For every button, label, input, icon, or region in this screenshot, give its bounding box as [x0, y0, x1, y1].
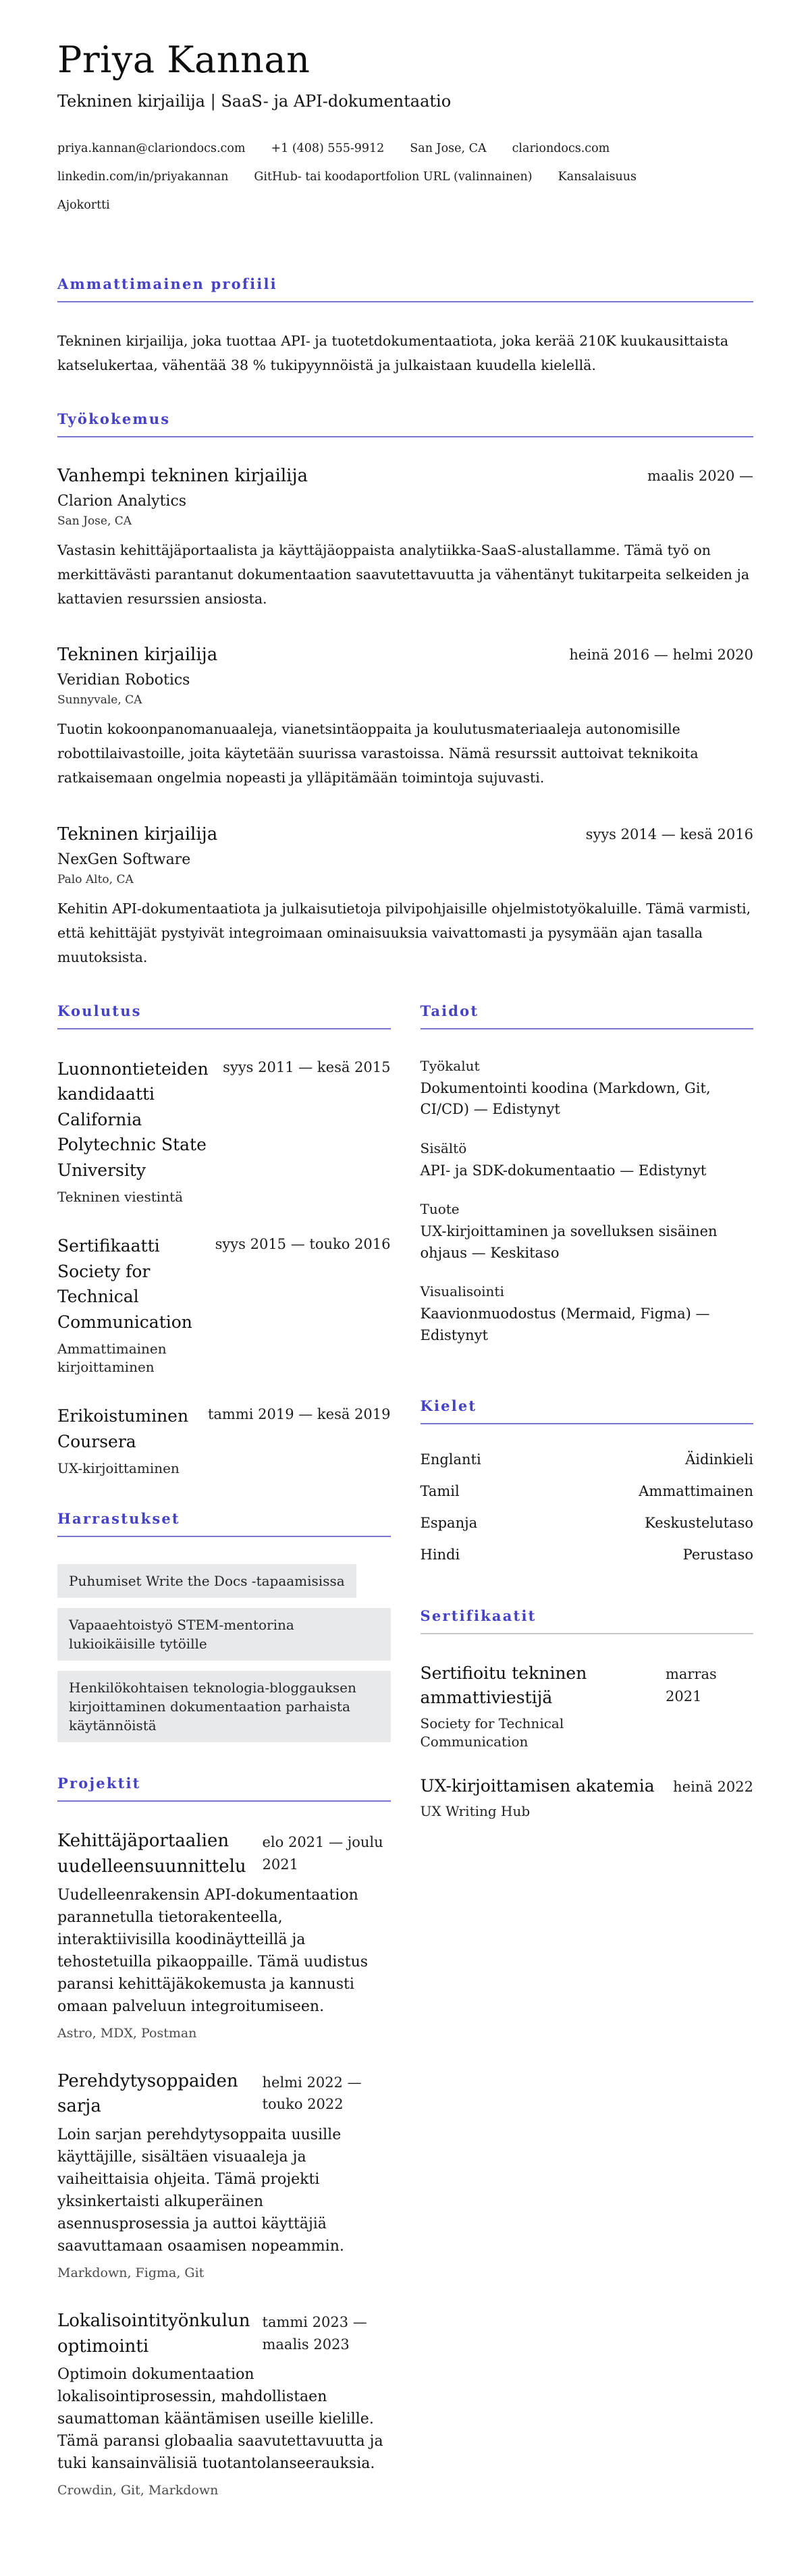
skill-group [421, 1139, 754, 1182]
education-degree: Sertifikaatti [57, 1236, 160, 1256]
education-entry [57, 1403, 391, 1478]
job-dates: syys 2014 — kesä 2016 [585, 826, 753, 843]
education-heading: Koulutus [57, 1002, 142, 1019]
hobby-chip: Henkilökohtaisen teknologia-bloggauksen kirjoittaminen dokumentaation parhaista käytännöistä [57, 1671, 391, 1742]
project-entry [57, 2309, 391, 2498]
job-dates: heinä 2016 — helmi 2020 [569, 647, 753, 664]
left-column [57, 970, 391, 2498]
section-projects [57, 1775, 391, 2498]
right-column [421, 970, 754, 1821]
education-field: UX-kirjoittaminen [57, 1460, 180, 1477]
section-divider [57, 301, 753, 302]
section-divider [421, 1028, 754, 1029]
project-title: Perehdytysoppaiden sarja [57, 2070, 238, 2117]
job-company: Veridian Robotics [57, 672, 190, 689]
certificate-entry [421, 1661, 754, 1751]
education-field: Ammattimainen kirjoittaminen [57, 1341, 167, 1376]
language-row [421, 1451, 754, 1468]
hobby-chip: Vapaaehtoistyö STEM-mentorina lukioikäisille tytöille [57, 1608, 391, 1661]
two-column-area [57, 970, 753, 2498]
profile-text: Tekninen kirjailija, joka tuottaa API- ja tuotetdokumentaatiota, joka kerää 210K kuukausittaista katselukertaa, vähentää 38 % tukipyynnöistä ja julkaistaan kuudella kielellä. [57, 333, 729, 373]
job-description: Tuotin kokoonpanomanuaaleja, vianetsintäoppaita ja koulutusmateriaaleja autonomisille robottilaivastoille, joita käytetään suurissa varastoissa. Nämä resurssit auttoivat teknikoita ratkaisemaan ongelmia nopeasti ja ylläpitämään toimintoja sujuvasti. [57, 721, 699, 786]
skill-category: Työkalut [420, 1057, 480, 1074]
project-description: Uudelleenrakensin API-dokumentaation parannetulla tietorakenteella, interaktiivisilla koodinäytteillä ja tehostetuilla pikaoppaille. Tämä uudistus paransi kehittäjäkokemusta ja kannusti omaan palveluun integroitumiseen. [57, 1886, 369, 2015]
skill-detail: API- ja SDK-dokumentaatio — Edistynyt [420, 1162, 707, 1179]
section-experience [57, 410, 753, 970]
project-description: Optimoin dokumentaation lokalisointiprosessin, mahdollistaen saumattoman kääntämisen useille kielille. Tämä paransi globaalia saavutettavuutta ja tuki kansainvälisiä tuotantolanseerauksia. [57, 2366, 383, 2473]
contact-block [57, 140, 753, 213]
job-description: Vastasin kehittäjäportaalista ja käyttäjäoppaista analytiikka-SaaS-alustallamme. Tämä työ on merkittävästi parantanut dokumentaation saavutettavuutta ja vähentänyt tukitarpeita selkeiden ja kattavien resurssien ansiosta. [57, 541, 750, 607]
job-company: NexGen Software [57, 851, 191, 869]
job-dates: maalis 2020 — [647, 467, 753, 484]
section-skills [421, 1002, 754, 1347]
experience-heading: Työkokemus [57, 410, 171, 427]
certificate-dates: marras 2021 [666, 1666, 717, 1705]
project-entry [57, 1829, 391, 2040]
education-entry [57, 1233, 391, 1376]
job-location: San Jose, CA [57, 514, 132, 528]
language-row [421, 1483, 754, 1499]
education-dates: tammi 2019 — kesä 2019 [207, 1406, 391, 1423]
language-row [421, 1547, 754, 1563]
contact-phone: +1 (408) 555-9912 [271, 142, 385, 156]
education-entry [57, 1056, 391, 1207]
candidate-tagline: Tekninen kirjailija | SaaS- ja API-dokumentaatio [57, 92, 452, 111]
language-name: Tamil [420, 1483, 460, 1500]
job-title: Tekninen kirjailija [57, 824, 218, 845]
education-field: Tekninen viestintä [57, 1189, 184, 1206]
education-school: Society for Technical Communication [57, 1261, 192, 1332]
contact-location: San Jose, CA [410, 142, 487, 156]
contact-row-2 [57, 169, 753, 185]
contact-row-3 [57, 197, 753, 213]
contact-email: priya.kannan@clariondocs.com [57, 142, 246, 156]
languages-heading: Kielet [420, 1397, 477, 1415]
section-education [57, 1002, 391, 1478]
section-divider [421, 1633, 754, 1634]
job-entry [57, 643, 753, 790]
skill-category: Tuote [420, 1201, 460, 1218]
section-divider [57, 436, 753, 437]
job-title: Tekninen kirjailija [57, 645, 218, 666]
certificate-issuer: UX Writing Hub [420, 1802, 531, 1819]
project-tools: Astro, MDX, Postman [57, 2025, 197, 2041]
contact-drivers-license: Ajokortti [57, 198, 110, 213]
project-tools: Markdown, Figma, Git [57, 2265, 205, 2280]
job-company: Clarion Analytics [57, 492, 187, 510]
project-entry [57, 2069, 391, 2280]
education-degree: Luonnontieteiden kandidaatti [57, 1058, 209, 1104]
skills-heading: Taidot [420, 1002, 479, 1019]
projects-heading: Projektit [57, 1775, 141, 1792]
education-dates: syys 2015 — touko 2016 [215, 1236, 391, 1253]
skill-detail: UX-kirjoittaminen ja sovelluksen sisäinen ohjaus — Keskitaso [420, 1223, 718, 1261]
resume-header [57, 39, 753, 213]
skill-detail: Dokumentointi koodina (Markdown, Git, CI/CD) — Edistynyt [420, 1079, 711, 1118]
contact-citizenship: Kansalaisuus [558, 170, 637, 184]
profile-heading: Ammattimainen profiili [57, 275, 277, 293]
skill-group [421, 1282, 754, 1346]
education-dates: syys 2011 — kesä 2015 [223, 1058, 391, 1075]
certificates-heading: Sertifikaatit [420, 1607, 537, 1625]
candidate-name: Priya Kannan [57, 38, 310, 81]
skill-detail: Kaavionmuodostus (Mermaid, Figma) — Edistynyt [420, 1306, 710, 1343]
skill-category: Visualisointi [420, 1283, 504, 1300]
section-divider [57, 1536, 391, 1537]
language-level: Perustaso [682, 1547, 753, 1563]
contact-linkedin: linkedin.com/in/priyakannan [57, 170, 229, 184]
education-degree: Erikoistuminen [57, 1406, 189, 1426]
section-profile [57, 275, 753, 378]
job-title: Vanhempi tekninen kirjailija [57, 465, 308, 486]
job-entry [57, 464, 753, 612]
skill-group [421, 1200, 754, 1264]
language-name: Espanja [420, 1515, 478, 1532]
project-title: Lokalisointityönkulun optimointi [57, 2310, 250, 2357]
language-level: Ammattimainen [639, 1483, 753, 1500]
education-school: California Polytechnic State University [57, 1109, 207, 1180]
job-entry [57, 823, 753, 970]
skill-group [421, 1056, 754, 1121]
contact-website: clariondocs.com [512, 142, 610, 156]
certificate-title: Sertifioitu tekninen ammattiviestijä [420, 1663, 587, 1708]
education-school: Coursera [57, 1431, 136, 1451]
certificate-dates: heinä 2022 [673, 1778, 753, 1795]
hobbies-heading: Harrastukset [57, 1510, 180, 1528]
certificate-entry [421, 1774, 754, 1821]
skill-category: Sisältö [420, 1139, 467, 1156]
section-hobbies [57, 1510, 391, 1742]
project-description: Loin sarjan perehdytysoppaita uusille käyttäjille, sisältäen visuaaleja ja vaiheittaisia ohjeita. Tämä projekti yksinkertaisti alkuperäinen asennusprosessia ja auttoi käyttäjiä saavuttamaan osaamisen nopeammin. [57, 2126, 344, 2255]
contact-row-1 [57, 140, 753, 157]
section-languages [421, 1397, 754, 1563]
job-location: Palo Alto, CA [57, 873, 134, 887]
project-dates: elo 2021 — joulu 2021 [262, 1834, 383, 1873]
job-description: Kehitin API-dokumentaatiota ja julkaisutietoja pilvipohjaisille ohjelmistotyökaluille. Tämä varmisti, että kehittäjät pystyivät integroimaan ominaisuuksia vaivattomasti ja pysymään ajan tasalla muutoksista. [57, 901, 751, 965]
certificate-title: UX-kirjoittamisen akatemia [420, 1775, 655, 1796]
section-certificates [421, 1607, 754, 1821]
project-title: Kehittäjäportaalien uudelleensuunnittelu [57, 1831, 246, 1877]
language-level: Keskustelutaso [645, 1515, 753, 1532]
language-name: Englanti [420, 1451, 481, 1468]
section-divider [57, 1028, 391, 1029]
job-location: Sunnyvale, CA [57, 693, 142, 707]
project-tools: Crowdin, Git, Markdown [57, 2483, 219, 2498]
language-level: Äidinkieli [685, 1451, 753, 1468]
language-row [421, 1515, 754, 1531]
section-divider [57, 1800, 391, 1802]
language-name: Hindi [420, 1547, 460, 1563]
certificate-issuer: Society for Technical Communication [420, 1715, 564, 1750]
hobby-chip: Puhumiset Write the Docs -tapaamisissa [57, 1564, 356, 1598]
project-dates: tammi 2023 — maalis 2023 [262, 2313, 367, 2353]
project-dates: helmi 2022 — touko 2022 [262, 2074, 362, 2113]
contact-portfolio: GitHub- tai koodaportfolion URL (valinnainen) [254, 170, 533, 184]
section-divider [421, 1423, 754, 1424]
